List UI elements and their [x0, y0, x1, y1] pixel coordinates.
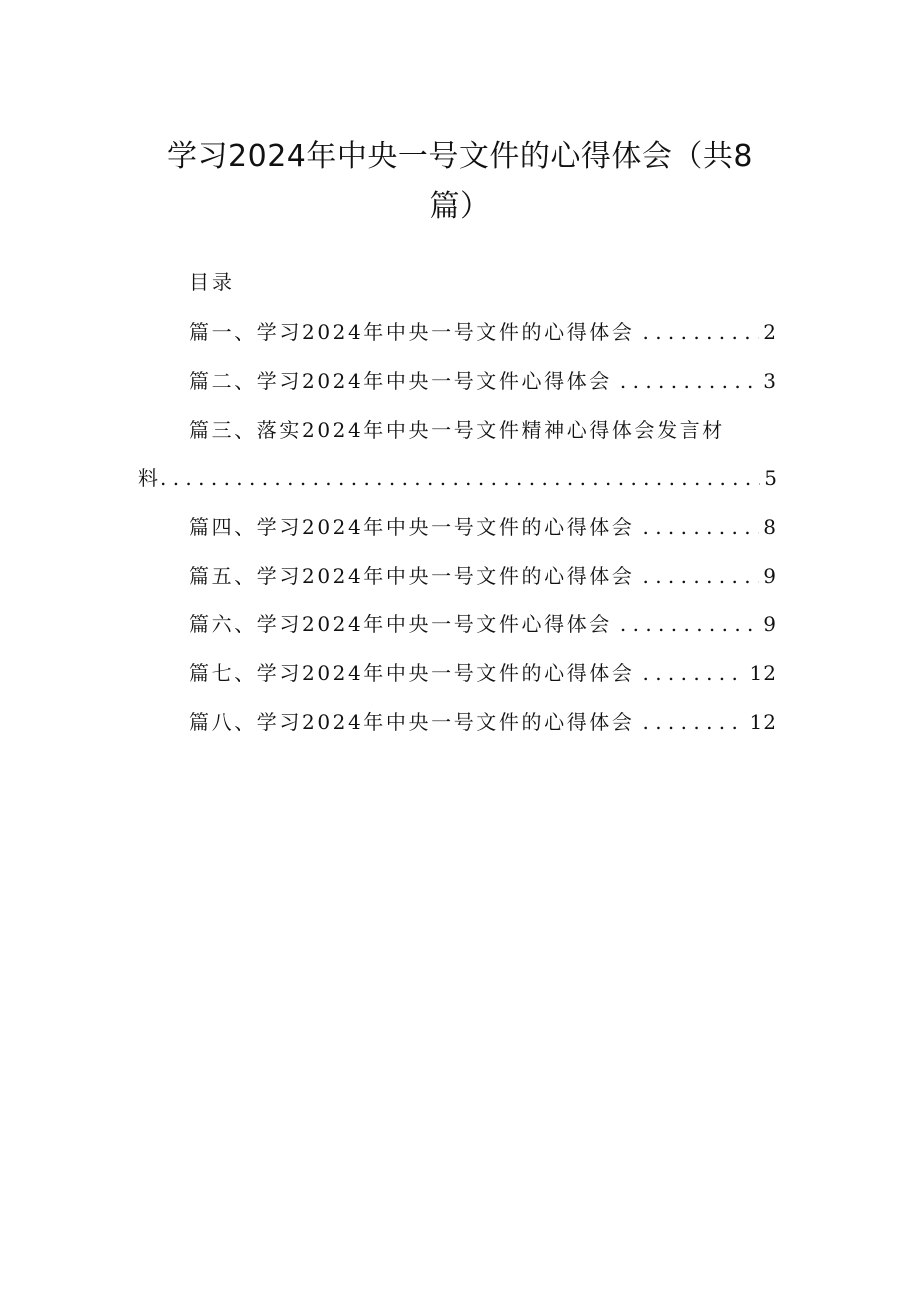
toc-leader-dots	[160, 463, 760, 493]
toc-entry-label: 篇八、学习2024年中央一号文件的心得体会	[189, 710, 635, 734]
toc-page-number: 5	[764, 466, 777, 490]
document-title	[130, 132, 790, 232]
toc-entry-label-continuation: 料	[138, 466, 158, 490]
title-line-1: 学习2024年中央一号文件的心得体会（共8	[167, 139, 753, 174]
toc-leader-dots	[643, 317, 760, 347]
toc-leader-dots	[643, 512, 760, 542]
toc-entry-4[interactable]	[189, 512, 777, 542]
toc-entry-label: 篇三、落实2024年中央一号文件精神心得体会发言材	[189, 418, 725, 442]
toc-page-number: 12	[749, 661, 777, 685]
toc-leader-dots	[643, 707, 746, 737]
toc-leader-dots	[643, 658, 746, 688]
toc-page-number: 3	[763, 369, 777, 393]
toc-entry-2[interactable]	[189, 366, 777, 396]
toc-entry-8[interactable]	[189, 707, 777, 737]
toc-page-number: 12	[749, 710, 777, 734]
toc-leader-dots	[643, 561, 760, 591]
toc-entry-label: 篇四、学习2024年中央一号文件的心得体会	[189, 515, 635, 539]
toc-entry-label: 篇七、学习2024年中央一号文件的心得体会	[189, 661, 635, 685]
toc-page-number: 8	[763, 515, 777, 539]
toc-entry-label: 篇一、学习2024年中央一号文件的心得体会	[189, 320, 635, 344]
toc-entry-1[interactable]	[189, 317, 777, 347]
toc-entry-6[interactable]	[189, 609, 777, 639]
toc-entry-label: 篇五、学习2024年中央一号文件的心得体会	[189, 564, 635, 588]
toc-entry-7[interactable]	[189, 658, 777, 688]
toc-page-number: 2	[763, 320, 777, 344]
toc-entry-5[interactable]	[189, 561, 777, 591]
toc-leader-dots	[620, 366, 759, 396]
toc-entry-continuation-line	[138, 463, 777, 493]
toc-entry-label: 篇二、学习2024年中央一号文件心得体会	[189, 369, 612, 393]
toc-page-number: 9	[763, 612, 777, 636]
toc-entry-label: 篇六、学习2024年中央一号文件心得体会	[189, 612, 612, 636]
toc-heading: 目录	[189, 270, 235, 294]
toc-leader-dots	[620, 609, 759, 639]
toc-page-number: 9	[763, 564, 777, 588]
title-line-2: 篇）	[429, 189, 491, 224]
